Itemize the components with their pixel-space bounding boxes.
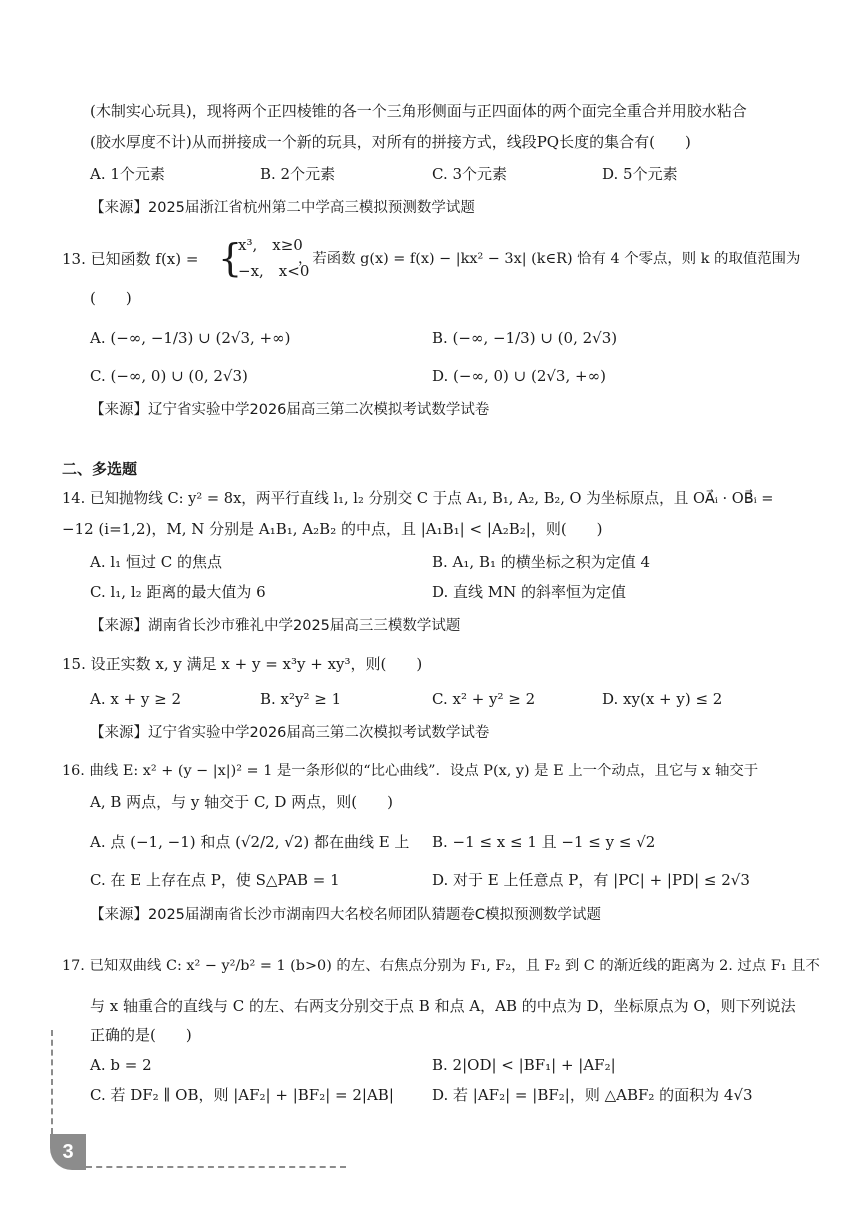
q14-stem-line2: −12 (i=1,2)，M, N 分别是 A₁B₁, A₂B₂ 的中点，且 |A₁B₁| < |A₂B₂|，则( ) bbox=[62, 520, 603, 538]
section-title-multiple-choice: 二、多选题 bbox=[62, 460, 138, 478]
q16-option-b[interactable]: B. −1 ≤ x ≤ 1 且 −1 ≤ y ≤ √2 bbox=[432, 833, 656, 851]
q14-option-a[interactable]: A. l₁ 恒过 C 的焦点 bbox=[90, 553, 222, 571]
page-number: 3 bbox=[50, 1134, 86, 1170]
q13-case2: −x, x<0 bbox=[238, 262, 310, 280]
q13-option-b[interactable]: B. (−∞, −1/3) ∪ (0, 2√3) bbox=[432, 329, 618, 347]
q17-stem-line2: 与 x 轴重合的直线与 C 的左、右两支分别交于点 B 和点 A，AB 的中点为 D，坐标原点为 O，则下列说法 bbox=[90, 997, 796, 1015]
q14-option-c[interactable]: C. l₁, l₂ 距离的最大值为 6 bbox=[90, 583, 266, 601]
q13-option-a[interactable]: A. (−∞, −1/3) ∪ (2√3, +∞) bbox=[90, 329, 291, 347]
q16-stem-line2: A, B 两点，与 y 轴交于 C, D 两点，则( ) bbox=[90, 793, 393, 811]
q13-stem-a: 13. 已知函数 f(x) = bbox=[62, 250, 199, 268]
q15-option-c[interactable]: C. x² + y² ≥ 2 bbox=[432, 690, 536, 708]
q14-option-b[interactable]: B. A₁, B₁ 的横坐标之积为定值 4 bbox=[432, 553, 651, 571]
q12-option-a[interactable]: A. 1个元素 bbox=[90, 165, 165, 183]
q12-stem-line2: (胶水厚度不计)从而拼接成一个新的玩具，对所有的拼接方式，线段PQ长度的集合有( ) bbox=[90, 133, 691, 151]
q13-option-d[interactable]: D. (−∞, 0) ∪ (2√3, +∞) bbox=[432, 367, 606, 385]
q14-stem-line1: 14. 已知抛物线 C: y² = 8x，两平行直线 l₁, l₂ 分别交 C 于点 A₁, B₁, A₂, B₂, O 为坐标原点，且 OA⃗ᵢ · OB⃗ᵢ = bbox=[62, 490, 774, 507]
q15-source: 【来源】辽宁省实验中学2026届高三第二次模拟考试数学试卷 bbox=[90, 725, 490, 741]
q17-option-b[interactable]: B. 2|OD| < |BF₁| + |AF₂| bbox=[432, 1056, 616, 1074]
q17-option-a[interactable]: A. b = 2 bbox=[90, 1056, 152, 1074]
q15-stem: 15. 设正实数 x, y 满足 x + y = x³y + xy³，则( ) bbox=[62, 655, 423, 673]
q16-option-a[interactable]: A. 点 (−1, −1) 和点 (√2/2, √2) 都在曲线 E 上 bbox=[90, 833, 410, 851]
q12-source: 【来源】2025届浙江省杭州第二中学高三模拟预测数学试题 bbox=[90, 200, 475, 216]
q16-option-d[interactable]: D. 对于 E 上任意点 P，有 |PC| + |PD| ≤ 2√3 bbox=[432, 871, 750, 889]
q12-option-b[interactable]: B. 2个元素 bbox=[260, 165, 336, 183]
q17-option-d[interactable]: D. 若 |AF₂| = |BF₂|，则 △ABF₂ 的面积为 4√3 bbox=[432, 1086, 753, 1104]
q17-stem-line3: 正确的是( ) bbox=[90, 1026, 192, 1044]
q17-stem-line1: 17. 已知双曲线 C: x² − y²/b² = 1 (b>0) 的左、右焦点分别为 F₁, F₂，且 F₂ 到 C 的渐近线的距离为 2. 过点 F₁ 且不 bbox=[62, 958, 820, 974]
q12-stem-line1: (木制实心玩具)，现将两个正四棱锥的各一个三角形侧面与正四面体的两个面完全重合并用胶水粘合 bbox=[90, 102, 747, 120]
q16-stem-line1: 16. 曲线 E: x² + (y − |x|)² = 1 是一条形似的“比心曲线”．设点 P(x, y) 是 E 上一个动点，且它与 x 轴交于 bbox=[62, 763, 759, 779]
q12-option-c[interactable]: C. 3个元素 bbox=[432, 165, 508, 183]
q16-source: 【来源】2025届湖南省长沙市湖南四大名校名师团队猜题卷C模拟预测数学试题 bbox=[90, 907, 602, 923]
page-border-dashed-horizontal bbox=[86, 1166, 346, 1168]
q15-option-a[interactable]: A. x + y ≥ 2 bbox=[90, 690, 182, 708]
q13-case1: x³, x≥0 bbox=[238, 236, 303, 254]
q13-source: 【来源】辽宁省实验中学2026届高三第二次模拟考试数学试卷 bbox=[90, 402, 490, 418]
q13-stem-c: ( ) bbox=[90, 289, 132, 307]
q13-brace: { bbox=[218, 236, 243, 280]
q14-source: 【来源】湖南省长沙市雅礼中学2025届高三三模数学试题 bbox=[90, 618, 461, 634]
q12-option-d[interactable]: D. 5个元素 bbox=[602, 165, 678, 183]
page-border-dashed-vertical bbox=[51, 1030, 53, 1134]
q13-stem-b: ，若函数 g(x) = f(x) − |kx² − 3x| (k∈R) 恰有 4 个零点，则 k 的取值范围为 bbox=[298, 251, 801, 267]
q15-option-d[interactable]: D. xy(x + y) ≤ 2 bbox=[602, 690, 723, 708]
q17-option-c[interactable]: C. 若 DF₂ ∥ OB，则 |AF₂| + |BF₂| = 2|AB| bbox=[90, 1086, 394, 1104]
q13-option-c[interactable]: C. (−∞, 0) ∪ (0, 2√3) bbox=[90, 367, 248, 385]
q16-option-c[interactable]: C. 在 E 上存在点 P，使 S△PAB = 1 bbox=[90, 871, 340, 889]
q14-option-d[interactable]: D. 直线 MN 的斜率恒为定值 bbox=[432, 583, 627, 601]
q15-option-b[interactable]: B. x²y² ≥ 1 bbox=[260, 690, 342, 708]
